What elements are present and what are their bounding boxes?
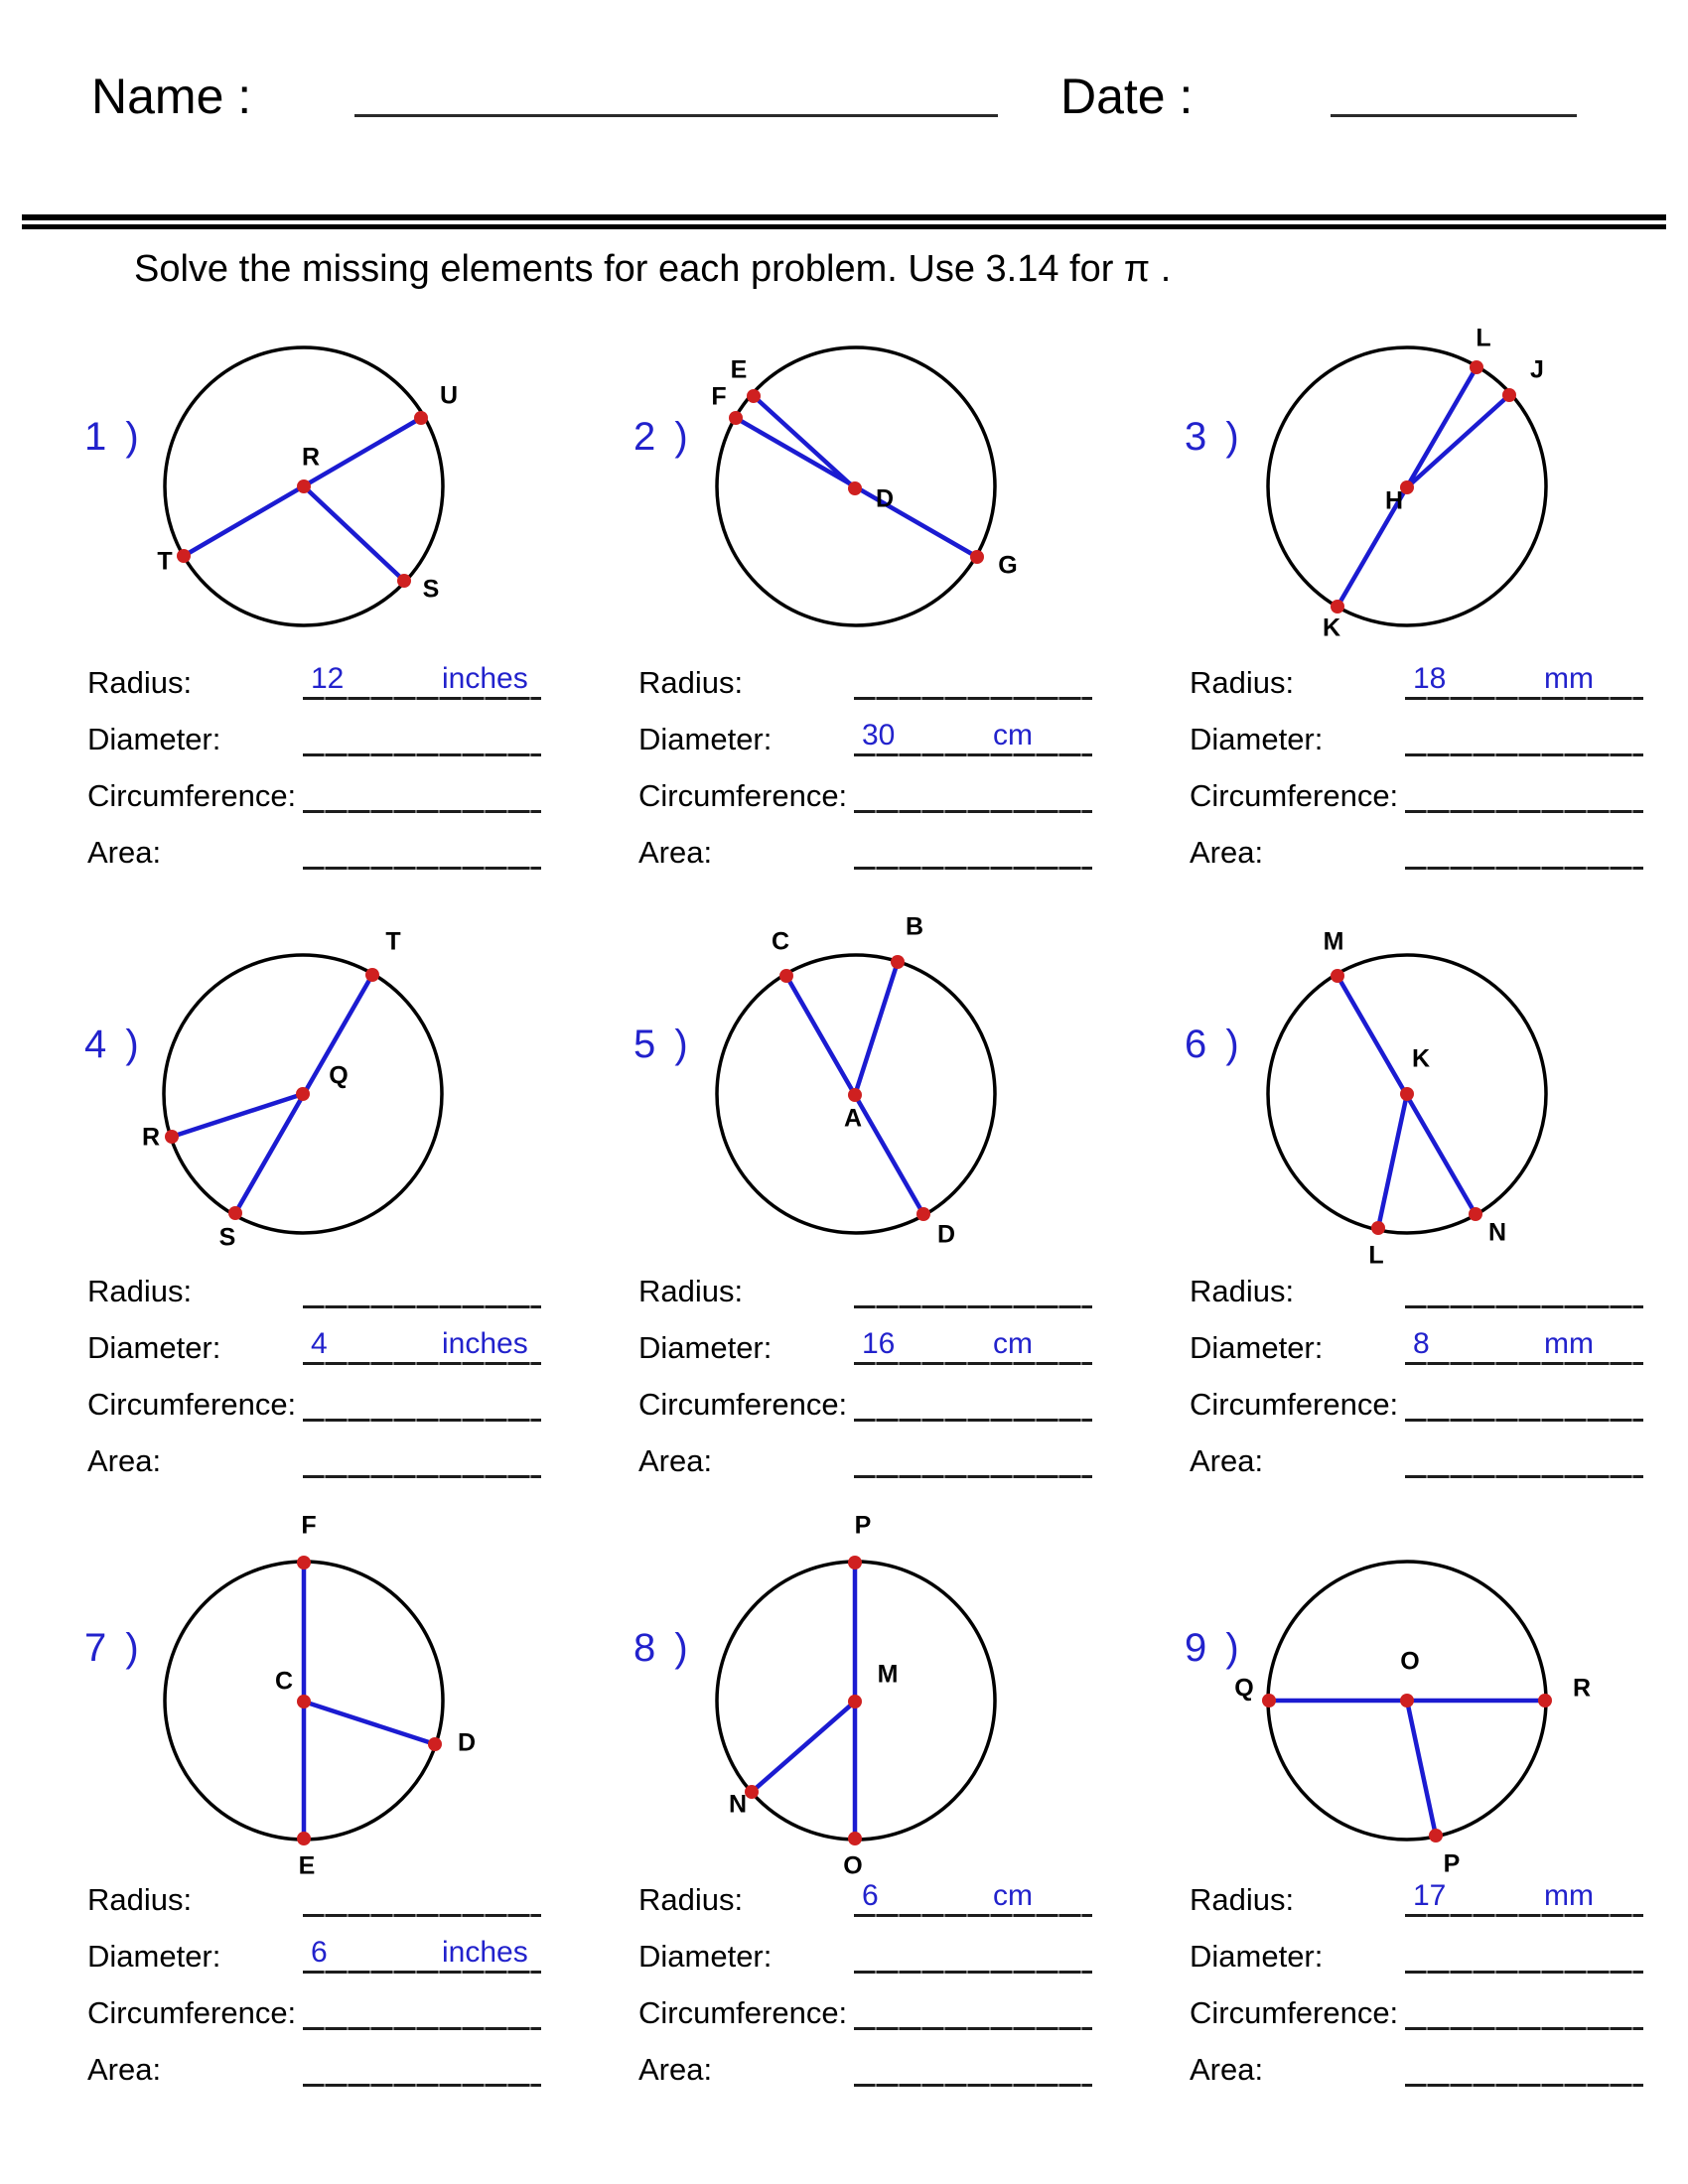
problem-4-point-dot-R <box>165 1130 179 1144</box>
problem-3-circle-diagram <box>1268 347 1546 625</box>
problem-2-answer-value-2: 30 <box>862 719 896 751</box>
problem-3-answer-line-3[interactable] <box>1405 810 1643 813</box>
problem-9-segment-OP <box>1407 1701 1436 1836</box>
problem-5-answer-line-4[interactable] <box>854 1475 1092 1478</box>
problem-4-point-label-T: T <box>385 927 401 956</box>
problem-4-answer-unit-2: inches <box>442 1327 528 1360</box>
problem-6-point-dot-L <box>1371 1221 1385 1235</box>
problem-7-point-dot-F <box>297 1556 311 1570</box>
problem-6-answer-value-2: 8 <box>1413 1327 1430 1360</box>
problem-3-point-dot-K <box>1331 600 1344 614</box>
problem-8-point-label-P: P <box>854 1511 872 1540</box>
problem-2-field-label-2: Diameter: <box>638 722 773 756</box>
problem-1-number: 1 ) <box>84 415 143 459</box>
problem-6-point-label-N: N <box>1487 1218 1507 1247</box>
problem-9-field-label-2: Diameter: <box>1190 1939 1324 1974</box>
problem-6-segment-KL <box>1378 1094 1407 1228</box>
problem-4-answer-line-1[interactable] <box>303 1305 541 1308</box>
problem-8-circle-diagram <box>717 1556 995 1845</box>
problem-4-point-dot-S <box>228 1206 242 1220</box>
problem-2-point-label-G: G <box>998 551 1018 580</box>
problem-7-field-label-4: Area: <box>87 2052 162 2087</box>
problem-4-field-label-4: Area: <box>87 1443 162 1478</box>
problem-8-field-label-1: Radius: <box>638 1882 744 1917</box>
problem-9-point-dot-R <box>1538 1694 1552 1707</box>
problem-7-answer-line-1[interactable] <box>303 1914 541 1917</box>
problem-2-point-dot-F <box>729 411 743 425</box>
problem-7-circle-diagram <box>165 1556 443 1845</box>
problem-2-answer-line-1[interactable] <box>854 697 1092 700</box>
problem-1-point-label-U: U <box>439 381 459 410</box>
problem-1-point-label-S: S <box>422 575 440 604</box>
problem-2-circle-diagram <box>717 347 995 625</box>
problem-6-answer-line-4[interactable] <box>1405 1475 1643 1478</box>
problem-7-field-label-2: Diameter: <box>87 1939 221 1974</box>
problem-3-point-label-J: J <box>1530 355 1544 384</box>
problem-8-point-dot-N <box>745 1785 759 1799</box>
problem-6-point-dot-K <box>1400 1087 1414 1101</box>
problem-5-answer-value-2: 16 <box>862 1327 896 1360</box>
problem-5-answer-unit-2: cm <box>993 1327 1033 1360</box>
problem-1-point-label-T: T <box>157 547 173 576</box>
problem-3-point-dot-J <box>1502 388 1516 402</box>
problem-1-field-label-1: Radius: <box>87 665 193 700</box>
problem-7-field-label-3: Circumference: <box>87 1995 297 2030</box>
problem-3-number: 3 ) <box>1185 415 1243 459</box>
problem-5-segment-BA <box>855 962 898 1095</box>
problem-9-point-label-R: R <box>1572 1674 1592 1703</box>
problem-9-point-dot-O <box>1400 1694 1414 1707</box>
problem-7-point-label-C: C <box>274 1667 294 1696</box>
problem-4-point-label-R: R <box>141 1123 161 1152</box>
problem-9-point-label-P: P <box>1443 1849 1461 1878</box>
problem-1-answer-line-1[interactable] <box>303 697 541 700</box>
problem-7-answer-value-2: 6 <box>311 1936 328 1969</box>
problem-5-field-label-4: Area: <box>638 1443 713 1478</box>
problem-8-answer-value-1: 6 <box>862 1879 879 1912</box>
problem-3-answer-line-4[interactable] <box>1405 867 1643 870</box>
problem-4-point-dot-Q <box>296 1087 310 1101</box>
problem-8-point-label-M: M <box>877 1660 899 1689</box>
problem-6-answer-unit-2: mm <box>1544 1327 1594 1360</box>
problem-9-point-label-Q: Q <box>1234 1674 1254 1703</box>
problem-8-answer-unit-1: cm <box>993 1879 1033 1912</box>
problem-3-answer-unit-1: mm <box>1544 662 1594 695</box>
problem-2-answer-unit-2: cm <box>993 719 1033 751</box>
problem-8-field-label-3: Circumference: <box>638 1995 848 2030</box>
date-label: Date : <box>1060 68 1194 124</box>
problem-3-point-label-K: K <box>1322 614 1341 642</box>
problem-2-answer-line-4[interactable] <box>854 867 1092 870</box>
problem-1-answer-unit-1: inches <box>442 662 528 695</box>
problem-1-answer-line-2[interactable] <box>303 753 541 756</box>
problem-2-point-dot-E <box>747 389 761 403</box>
problem-9-number: 9 ) <box>1185 1626 1243 1670</box>
problem-6-point-dot-M <box>1331 969 1344 983</box>
problem-5-field-label-2: Diameter: <box>638 1330 773 1365</box>
problem-4-answer-line-4[interactable] <box>303 1475 541 1478</box>
problem-6-point-label-M: M <box>1323 927 1344 956</box>
problem-9-circle-diagram <box>1262 1562 1552 1843</box>
problem-8-number: 8 ) <box>633 1626 692 1670</box>
problem-1-field-label-2: Diameter: <box>87 722 221 756</box>
problem-5-point-dot-C <box>779 969 793 983</box>
problem-1-answer-line-3[interactable] <box>303 810 541 813</box>
problem-8-point-dot-M <box>848 1695 862 1708</box>
problem-6-circle-diagram <box>1268 955 1546 1235</box>
problem-4-number: 4 ) <box>84 1023 143 1066</box>
problem-1-answer-value-1: 12 <box>311 662 345 695</box>
problem-2-number: 2 ) <box>633 415 692 459</box>
problem-1-segment-RS <box>304 486 404 581</box>
problem-8-answer-line-1[interactable] <box>854 1914 1092 1917</box>
problem-7-point-dot-E <box>297 1832 311 1845</box>
problem-1-point-dot-T <box>177 549 191 563</box>
problem-8-point-dot-O <box>848 1832 862 1845</box>
problem-7-point-label-F: F <box>301 1511 317 1540</box>
problem-1-point-dot-R <box>297 479 311 493</box>
problem-9-answer-line-1[interactable] <box>1405 1914 1643 1917</box>
problem-1-point-label-R: R <box>301 443 321 472</box>
problem-9-answer-unit-1: mm <box>1544 1879 1594 1912</box>
problem-9-answer-line-2[interactable] <box>1405 1971 1643 1974</box>
problem-8-point-label-O: O <box>843 1851 863 1880</box>
problem-8-point-label-N: N <box>728 1790 748 1819</box>
problem-5-field-label-1: Radius: <box>638 1274 744 1308</box>
problem-5-point-label-B: B <box>905 912 924 941</box>
problem-4-field-label-3: Circumference: <box>87 1387 297 1422</box>
problem-3-field-label-2: Diameter: <box>1190 722 1324 756</box>
problem-7-number: 7 ) <box>84 1626 143 1670</box>
problem-8-segment-MN <box>752 1702 855 1792</box>
problem-5-number: 5 ) <box>633 1023 692 1066</box>
problem-2-point-label-E: E <box>730 355 748 384</box>
problem-1-point-dot-U <box>414 411 428 425</box>
problem-7-answer-line-2[interactable] <box>303 1971 541 1974</box>
problem-7-point-dot-C <box>297 1695 311 1708</box>
problem-5-answer-line-3[interactable] <box>854 1419 1092 1422</box>
problem-8-answer-line-3[interactable] <box>854 2027 1092 2030</box>
problem-1-point-dot-S <box>397 574 411 588</box>
problem-5-point-dot-B <box>891 955 905 969</box>
problem-5-answer-line-2[interactable] <box>854 1362 1092 1365</box>
problem-2-field-label-3: Circumference: <box>638 778 848 813</box>
problem-2-point-dot-D <box>848 481 862 495</box>
problem-5-circle-diagram <box>717 955 995 1233</box>
problem-4-circle-diagram <box>164 955 442 1233</box>
problem-5-point-label-A: A <box>843 1104 863 1133</box>
problem-7-answer-line-3[interactable] <box>303 2027 541 2030</box>
name-label: Name : <box>91 68 252 124</box>
problem-9-field-label-1: Radius: <box>1190 1882 1295 1917</box>
problem-3-point-label-L: L <box>1476 324 1491 352</box>
problem-8-answer-line-2[interactable] <box>854 1971 1092 1974</box>
problem-4-field-label-2: Diameter: <box>87 1330 221 1365</box>
problem-4-answer-line-3[interactable] <box>303 1419 541 1422</box>
problem-6-answer-line-3[interactable] <box>1405 1419 1643 1422</box>
problem-3-answer-line-1[interactable] <box>1405 697 1643 700</box>
problem-5-point-dot-A <box>848 1088 862 1102</box>
problem-2-answer-line-2[interactable] <box>854 753 1092 756</box>
problem-9-answer-line-3[interactable] <box>1405 2027 1643 2030</box>
problem-9-field-label-3: Circumference: <box>1190 1995 1399 2030</box>
problem-7-segment-CD <box>304 1702 435 1744</box>
problem-3-segment-JH <box>1407 395 1509 487</box>
problem-2-segment-ED <box>754 396 855 488</box>
problem-5-point-dot-D <box>916 1207 930 1221</box>
problem-7-field-label-1: Radius: <box>87 1882 193 1917</box>
problem-8-field-label-4: Area: <box>638 2052 713 2087</box>
problem-1-field-label-4: Area: <box>87 835 162 870</box>
problem-2-answer-line-3[interactable] <box>854 810 1092 813</box>
problem-3-field-label-1: Radius: <box>1190 665 1295 700</box>
problem-7-answer-unit-2: inches <box>442 1936 528 1969</box>
problem-3-point-dot-L <box>1470 360 1483 374</box>
problem-6-point-dot-N <box>1469 1207 1482 1221</box>
problem-6-field-label-4: Area: <box>1190 1443 1264 1478</box>
problem-2-point-label-D: D <box>875 484 895 513</box>
problem-7-point-label-D: D <box>457 1728 477 1757</box>
problem-3-field-label-3: Circumference: <box>1190 778 1399 813</box>
problem-4-answer-line-2[interactable] <box>303 1362 541 1365</box>
problem-6-answer-line-2[interactable] <box>1405 1362 1643 1365</box>
problem-8-field-label-2: Diameter: <box>638 1939 773 1974</box>
problem-9-answer-value-1: 17 <box>1413 1879 1447 1912</box>
problem-3-field-label-4: Area: <box>1190 835 1264 870</box>
problem-6-point-label-K: K <box>1411 1044 1431 1073</box>
problem-6-number: 6 ) <box>1185 1023 1243 1066</box>
problem-9-answer-line-4[interactable] <box>1405 2084 1643 2087</box>
problem-5-point-label-D: D <box>936 1220 956 1249</box>
problem-5-field-label-3: Circumference: <box>638 1387 848 1422</box>
problem-4-answer-value-2: 4 <box>311 1327 328 1360</box>
problem-8-point-dot-P <box>848 1556 862 1570</box>
problem-9-point-dot-P <box>1429 1829 1443 1843</box>
problem-6-answer-line-1[interactable] <box>1405 1305 1643 1308</box>
problem-2-field-label-4: Area: <box>638 835 713 870</box>
problem-7-point-dot-D <box>428 1737 442 1751</box>
problem-3-point-label-H: H <box>1384 486 1404 515</box>
problem-4-point-label-S: S <box>218 1223 236 1252</box>
problem-9-point-dot-Q <box>1262 1694 1276 1707</box>
problem-7-point-label-E: E <box>298 1851 316 1880</box>
problem-5-answer-line-1[interactable] <box>854 1305 1092 1308</box>
problem-1-circle-diagram <box>165 347 443 625</box>
problem-9-point-label-O: O <box>1400 1647 1420 1676</box>
problem-6-field-label-2: Diameter: <box>1190 1330 1324 1365</box>
problem-5-point-label-C: C <box>771 927 790 956</box>
problem-3-answer-line-2[interactable] <box>1405 753 1643 756</box>
problem-8-answer-line-4[interactable] <box>854 2084 1092 2087</box>
problem-1-field-label-3: Circumference: <box>87 778 297 813</box>
problem-2-point-dot-G <box>970 550 984 564</box>
problem-4-point-label-Q: Q <box>329 1061 349 1090</box>
problem-6-field-label-3: Circumference: <box>1190 1387 1399 1422</box>
problem-3-answer-value-1: 18 <box>1413 662 1447 695</box>
problem-4-point-dot-T <box>365 968 379 982</box>
problem-1-answer-line-4[interactable] <box>303 867 541 870</box>
problem-2-point-label-F: F <box>711 382 727 411</box>
problem-6-field-label-1: Radius: <box>1190 1274 1295 1308</box>
problem-9-field-label-4: Area: <box>1190 2052 1264 2087</box>
problem-2-field-label-1: Radius: <box>638 665 744 700</box>
problem-7-answer-line-4[interactable] <box>303 2084 541 2087</box>
problem-6-point-label-L: L <box>1368 1241 1384 1270</box>
instruction-text: Solve the missing elements for each problem. Use 3.14 for π . <box>134 248 1172 290</box>
problem-4-field-label-1: Radius: <box>87 1274 193 1308</box>
